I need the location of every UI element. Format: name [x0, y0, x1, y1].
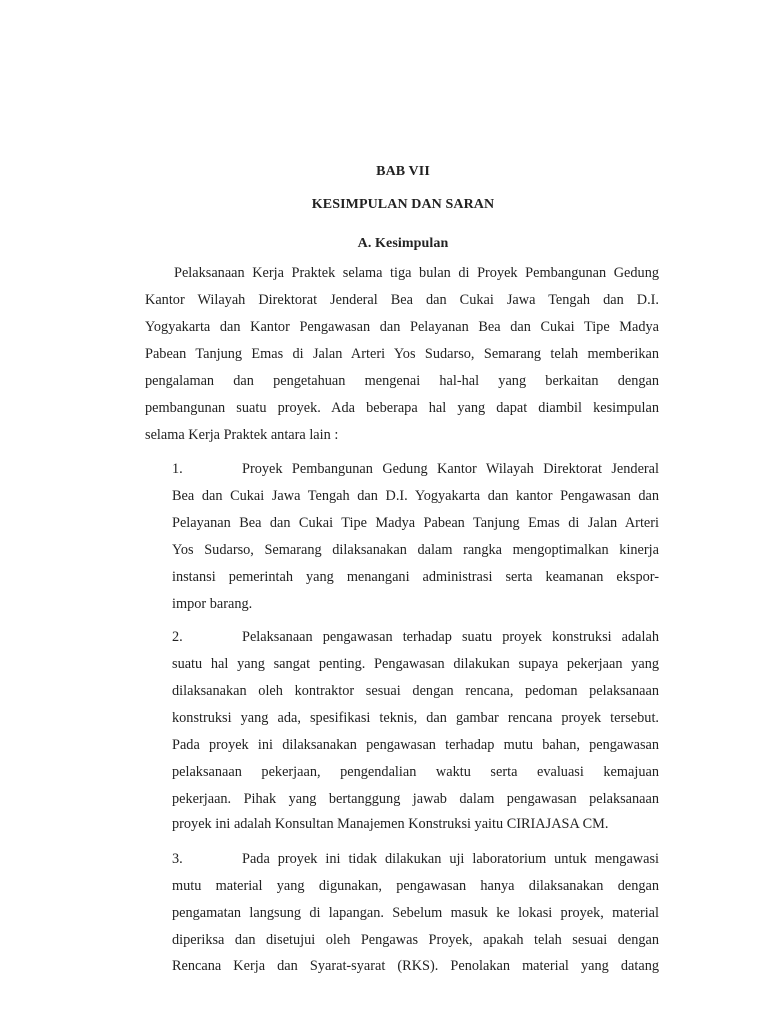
paragraph-line: pembangunan suatu proyek. Ada beberapa hal yang dapat diambil kesimpulan	[145, 400, 659, 416]
list-item-line: impor barang.	[172, 596, 253, 612]
paragraph-line: Kantor Wilayah Direktorat Jenderal Bea dan Cukai Jawa Tengah dan D.I.	[145, 292, 659, 308]
list-item-number: 3.	[172, 851, 183, 867]
list-item-number: 1.	[172, 461, 183, 477]
section-heading: A. Kesimpulan	[357, 236, 449, 251]
list-item-line: Bea dan Cukai Jawa Tengah dan D.I. Yogyakarta dan kantor Pengawasan dan	[172, 488, 659, 504]
chapter-heading: BAB VII	[376, 164, 430, 179]
paragraph-line: Yogyakarta dan Kantor Pengawasan dan Pelayanan Bea dan Cukai Tipe Madya	[145, 319, 659, 335]
list-item-line: Yos Sudarso, Semarang dilaksanakan dalam rangka mengoptimalkan kinerja	[172, 542, 659, 558]
list-item-line: dilaksanakan oleh kontraktor sesuai dengan rencana, pedoman pelaksanaan	[172, 683, 659, 699]
list-item-line: proyek ini adalah Konsultan Manajemen Konstruksi yaitu CIRIAJASA CM.	[172, 816, 609, 832]
list-item-line: Rencana Kerja dan Syarat-syarat (RKS). Penolakan material yang datang	[172, 958, 659, 974]
list-item-line: suatu hal yang sangat penting. Pengawasan dilakukan supaya pekerjaan yang	[172, 656, 659, 672]
list-item-line: mutu material yang digunakan, pengawasan hanya dilaksanakan dengan	[172, 878, 659, 894]
list-item-line: Proyek Pembangunan Gedung Kantor Wilayah Direktorat Jenderal	[242, 461, 659, 477]
list-item-line: Pelaksanaan pengawasan terhadap suatu proyek konstruksi adalah	[242, 629, 659, 645]
paragraph-line: pengalaman dan pengetahuan mengenai hal-hal yang berkaitan dengan	[145, 373, 659, 389]
list-item-line: Pada proyek ini dilaksanakan pengawasan terhadap mutu bahan, pengawasan	[172, 737, 659, 753]
chapter-title: KESIMPULAN DAN SARAN	[311, 197, 495, 212]
paragraph-line: Pelaksanaan Kerja Praktek selama tiga bulan di Proyek Pembangunan Gedung	[174, 265, 659, 281]
list-item-number: 2.	[172, 629, 183, 645]
list-item-line: pengamatan langsung di lapangan. Sebelum masuk ke lokasi proyek, material	[172, 905, 659, 921]
list-item-line: pekerjaan. Pihak yang bertanggung jawab dalam pengawasan pelaksanaan	[172, 791, 659, 807]
paragraph-line: Pabean Tanjung Emas di Jalan Arteri Yos Sudarso, Semarang telah memberikan	[145, 346, 659, 362]
list-item-line: Pelayanan Bea dan Cukai Tipe Madya Pabean Tanjung Emas di Jalan Arteri	[172, 515, 659, 531]
paragraph-line: selama Kerja Praktek antara lain :	[145, 427, 339, 443]
list-item-line: instansi pemerintah yang menangani administrasi serta keamanan ekspor-	[172, 569, 659, 585]
list-item-line: Pada proyek ini tidak dilakukan uji laboratorium untuk mengawasi	[242, 851, 659, 867]
list-item-line: diperiksa dan disetujui oleh Pengawas Proyek, apakah telah sesuai dengan	[172, 932, 659, 948]
list-item-line: pelaksanaan pekerjaan, pengendalian waktu serta evaluasi kemajuan	[172, 764, 659, 780]
list-item-line: konstruksi yang ada, spesifikasi teknis, dan gambar rencana proyek tersebut.	[172, 710, 659, 726]
